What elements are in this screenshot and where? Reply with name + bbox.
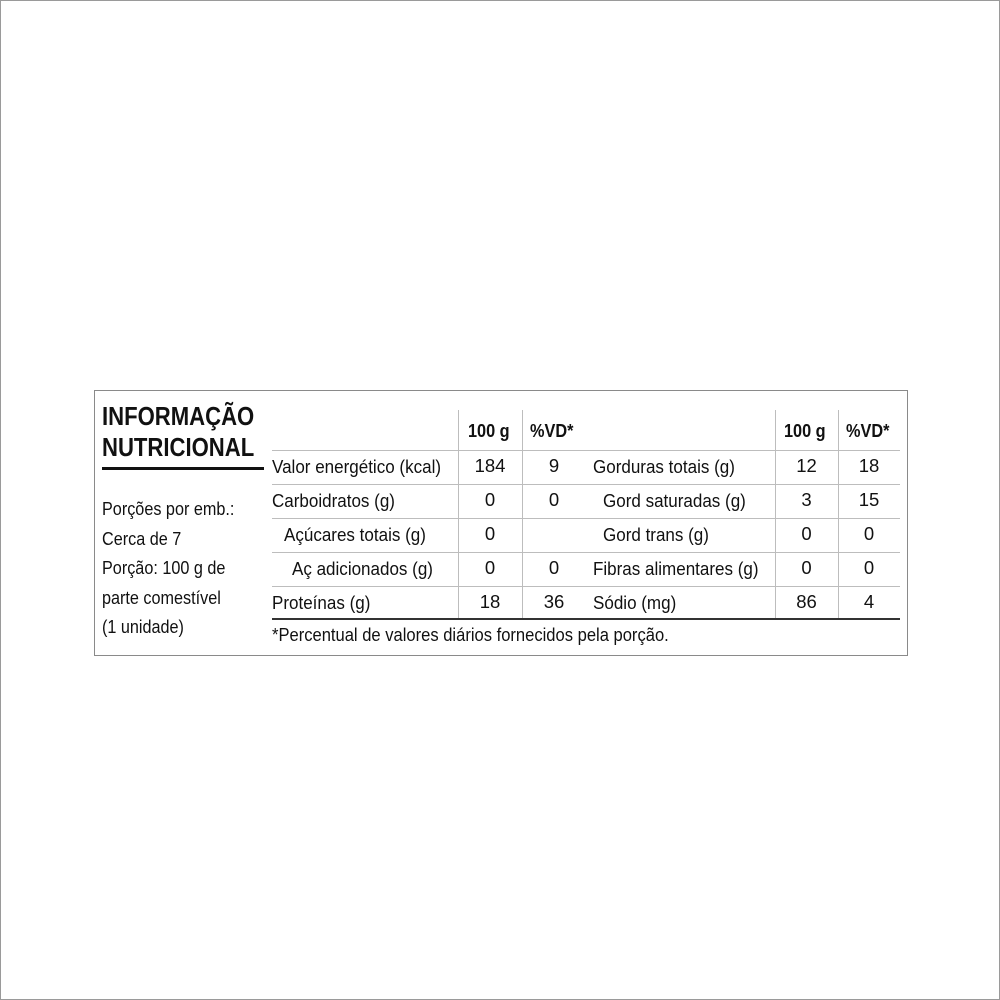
left-row-1-name: Valor energético (kcal) [272,456,442,477]
left-row-4-qty: 0 [484,557,496,578]
portion-line-4: parte comestível [102,587,221,608]
label-title [102,401,254,463]
right-row-4-qty: 0 [801,557,812,578]
row-line-5 [272,586,900,587]
header-left-vd: %VD* [530,420,574,441]
right-row-2-name: Gord saturadas (g) [603,490,746,511]
title-line-1: INFORMAÇÃO [102,401,255,431]
left-row-5-qty: 18 [479,591,501,612]
row-line-3 [272,518,900,519]
table-bottom-line [272,618,900,620]
right-row-3-vd: 0 [863,523,875,544]
right-row-3-name: Gord trans (g) [603,524,709,545]
left-row-2-name: Carboidratos (g) [272,490,395,511]
left-row-1-qty: 184 [474,455,506,476]
portion-line-3: Porção: 100 g de [102,558,226,578]
left-row-3-name: Açúcares totais (g) [284,524,426,545]
row-line-2 [272,484,900,485]
header-left-qty: 100 g [468,420,510,441]
left-row-4-vd: 0 [548,557,560,578]
title-line-2: NUTRICIONAL [102,432,255,462]
footnote: *Percentual de valores diários fornecidos pela porção. [272,625,669,645]
row-line-4 [272,552,900,553]
portion-line-5: (1 unidade) [102,617,184,637]
left-row-4-name: Aç adicionados (g) [292,558,433,579]
left-row-5-vd: 36 [543,591,565,612]
right-row-3-qty: 0 [801,523,812,544]
title-underline [102,467,264,470]
right-row-5-name: Sódio (mg) [593,592,677,613]
right-row-2-vd: 15 [858,489,880,510]
header-right-qty: 100 g [784,420,826,441]
portion-line-1: Porções por emb.: [102,499,235,519]
right-row-1-vd: 18 [858,455,880,476]
right-row-4-name: Fibras alimentares (g) [593,558,759,579]
portion-line-2: Cerca de 7 [102,528,182,549]
right-row-4-vd: 0 [863,557,875,578]
portion-info [102,495,234,643]
left-row-2-vd: 0 [548,489,560,510]
left-row-5-name: Proteínas (g) [272,592,371,613]
header-right-vd: %VD* [846,420,890,441]
left-row-2-qty: 0 [484,489,496,510]
right-row-5-qty: 86 [796,591,817,612]
row-line-1 [272,450,900,451]
left-row-1-vd: 9 [548,455,560,476]
right-row-5-vd: 4 [863,591,875,612]
right-row-1-name: Gorduras totais (g) [593,456,735,477]
right-row-1-qty: 12 [796,455,817,476]
right-row-2-qty: 3 [801,489,812,510]
left-row-3-qty: 0 [484,523,496,544]
